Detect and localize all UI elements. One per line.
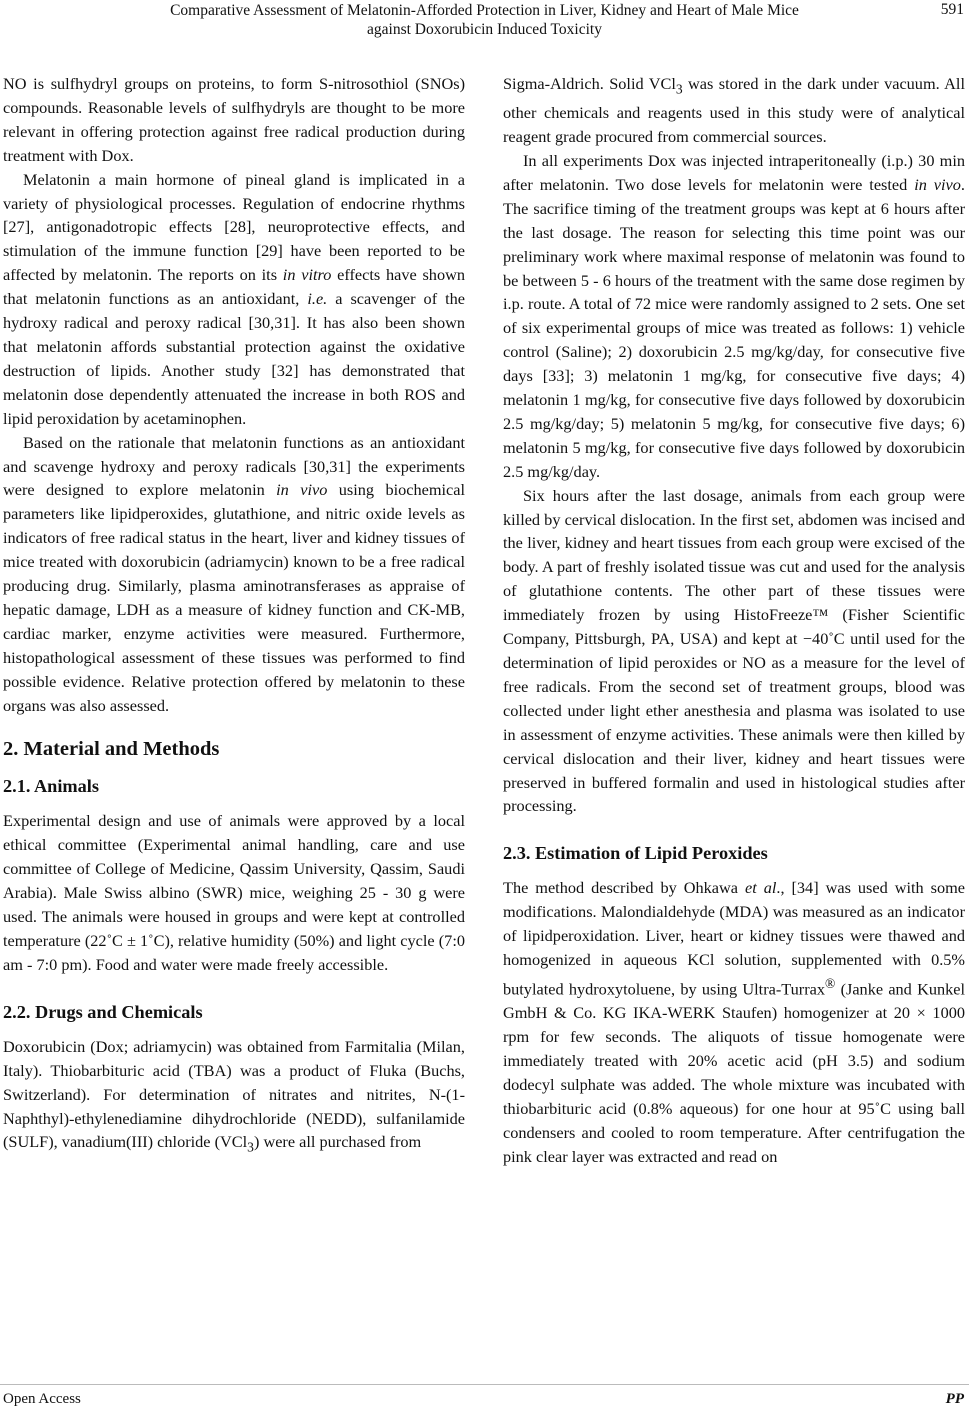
italic-text: in vivo — [914, 174, 961, 194]
text-run: . The sacrifice timing of the treatment groups was kept at 6 hours after the last dosage. The reason for selecting this time point was our preliminary work where maximal response of melatonin was found to be between 5 - 6 hours of the treatment with the same dose regimen by i.p. route. A total of 72 mice were randomly assigned to 2 sets. One set of six experimental groups of mice was treated as follows: 1) vehicle control (Saline); 2) doxorubicin 2.5 mg/kg/day, for consecutive five days [33]; 3) melatonin 1 mg/kg, for consecutive five days; 4) melatonin 1 mg/kg, for consecutive five days followed by doxorubicin 2.5 mg/kg/day; 5) melatonin 5 mg/kg, for consecutive five days; 6) melatonin 5 mg/kg, for consecutive five days followed by doxorubicin 2.5 mg/kg/day. — [503, 174, 965, 481]
text-run: Melatonin a main hormone of pineal gland is implicated in a variety of physiological processes. Regulation of endocrine rhythms [27], antigonadotropic effects [28], neuroprotective effects, and stimulation of the immune function [29] have been reported to be affected by melatonin. The reports on its — [3, 169, 465, 285]
paragraph-sacrifice: Six hours after the last dosage, animals from each group were killed by cervical dislocation. In the first set, abdomen was incised and the liver, kidney and heart tissues from each group were excised of the body. A part of freshly isolated tissue was cut and used for the analysis of glutathione contents. The other part of these tissues were immediately frozen by using HistoFreeze™ (Fisher Scientific Company, Pittsburgh, PA, USA) and kept at −40˚C until used for the determination of lipid peroxides or NO as a measure for the level of free radicals. From the second set of treatment groups, blood was collected under light ether anesthesia and plasma was isolated to use in assessment of enzyme activities. These animals were then killed by cervical dislocation and their liver, kidney and heart tissues were preserved in buffered formalin and used in histological studies after processing. — [503, 485, 965, 816]
superscript: ® — [825, 975, 836, 991]
paragraph-lipid-method — [503, 876, 965, 1168]
text-run: a scavenger of the hydroxy radical and peroxy radical [30,31]. It has also been shown that melatonin affords substantial protection against the oxidative destruction of lipids. Another study [32] has demonstrated that melatonin dose dependently attenuated the increase in both ROS and lipid peroxidation by acetaminophen. — [3, 289, 466, 428]
subsection-heading-lipid-peroxides: 2.3. Estimation of Lipid Peroxides — [503, 843, 768, 864]
footer-open-access: Open Access — [3, 1391, 81, 1407]
text-run: using biochemical parameters like lipidperoxides, glutathione, and nitric oxide levels as indicators of free radical status in the heart, liver and kidney tissues of mice treated with doxorubicin (adriamycin) known to be a free radical producing drug. Similarly, plasma aminotransferases as appraise of hepatic damage, LDH as a measure of kidney function and CK-MB, cardiac marker, enzyme activities were measured. Furthermore, histopathological assessment of these tissues was performed to find possible evidence. Relative protection offered by melatonin to these organs was also assessed. — [3, 480, 466, 715]
text-run: Doxorubicin (Dox; adriamycin) was obtained from Farmitalia (Milan, Italy). Thiobarbituric acid (TBA) was a product of Fluka (Buchs, Switzerland). For determination of nitrates and nitrites, N-(1-Naphthyl)-ethylenediamine dihydrochloride (NEDD), sulfanilamide (SULF), vanadium(III) chloride (VCl — [3, 1036, 465, 1152]
paragraph-drugs — [3, 1035, 465, 1160]
subscript: 3 — [675, 81, 683, 97]
section-heading-material-methods: 2. Material and Methods — [3, 738, 220, 761]
text-run: In all experiments Dox was injected intraperitoneally (i.p.) 30 min after melatonin. Two dose levels for melatonin were tested — [503, 150, 965, 194]
text-run: ., [34] was used with some modifications. Malondialdehyde (MDA) was measured as an indicator of lipidperoxidation. Liver, heart or kidney tissues were thawed and homogenized in aqueous KCl solution, supplemented with 0.5% butylated hydroxytoluene, by using Ultra-Turrax — [503, 878, 966, 999]
footer-logo-text: PP — [945, 1391, 964, 1407]
paragraph-melatonin-intro — [3, 168, 465, 431]
text-run: was stored in the dark under vacuum. All other chemicals and reagents used in this study were of analytical reagent grade procured from commercial sources. — [503, 74, 965, 147]
paragraph-sigma — [503, 72, 965, 149]
paragraph-rationale — [3, 431, 465, 718]
text-run: ) were all purchased from — [253, 1132, 422, 1152]
italic-text: in vitro — [282, 265, 332, 285]
footer-divider — [0, 1384, 969, 1385]
italic-text: i.e. — [307, 289, 328, 309]
page-number: 591 — [940, 1, 964, 18]
text-run: (Janke and Kunkel GmbH & Co. KG IKA-WERK Staufen) homogenizer at 20 × 1000 rpm for few seconds. The aliquots of tissue homogenate were immediately treated with 20% acetic acid (pH 3.5) and sodium dodecyl sulphate was added. The whole mixture was incubated with thiobarbituric acid (0.8% aqueous) for one hour at 95˚C using ball condensers and cooled to room temperature. After centrifugation the pink clear layer was extracted and read on — [503, 979, 965, 1166]
left-column — [3, 72, 465, 1160]
italic-text: in vivo — [276, 480, 328, 500]
header-title-line-1: Comparative Assessment of Melatonin-Afforded Protection in Liver, Kidney and Heart of Male Mice — [170, 2, 799, 19]
text-run: effects have shown that melatonin functions as an antioxidant, — [3, 265, 465, 309]
text-run: Based on the rationale that melatonin functions as an antioxidant and scavenge hydroxy and peroxy radicals [30,31] the experiments were designed to explore melatonin — [3, 432, 465, 500]
text-run: The method described by Ohkawa — [503, 878, 745, 898]
right-column — [503, 72, 965, 1169]
italic-text: et al — [744, 878, 777, 898]
subsection-heading-drugs: 2.2. Drugs and Chemicals — [3, 1001, 203, 1022]
paragraph-experiments — [503, 149, 965, 484]
subscript: 3 — [247, 1139, 254, 1155]
paragraph-sulfhydryl: NO is sulfhydryl groups on proteins, to form S-nitrosothiol (SNOs) compounds. Reasonable levels of sulfhydryls are thought to be more relevant in offering protection against free radical production during treatment with Dox. — [3, 74, 465, 165]
subsection-heading-animals: 2.1. Animals — [3, 776, 99, 797]
header-title-line-2: against Doxorubicin Induced Toxicity — [367, 21, 602, 38]
text-run: Sigma-Aldrich. Solid VCl — [503, 74, 676, 93]
paragraph-animals: Experimental design and use of animals were approved by a local ethical committee (Experimental animal handling, care and use committee of College of Medicine, Qassim University, Qassim, Saudi Arabia). Male Swiss albino (SWR) mice, weighing 25 - 30 g were used. The animals were housed in groups and were kept at controlled temperature (22˚C ± 1˚C), relative humidity (50%) and light cycle (7:0 am - 7:0 pm). Food and water were made freely accessible. — [3, 811, 465, 974]
